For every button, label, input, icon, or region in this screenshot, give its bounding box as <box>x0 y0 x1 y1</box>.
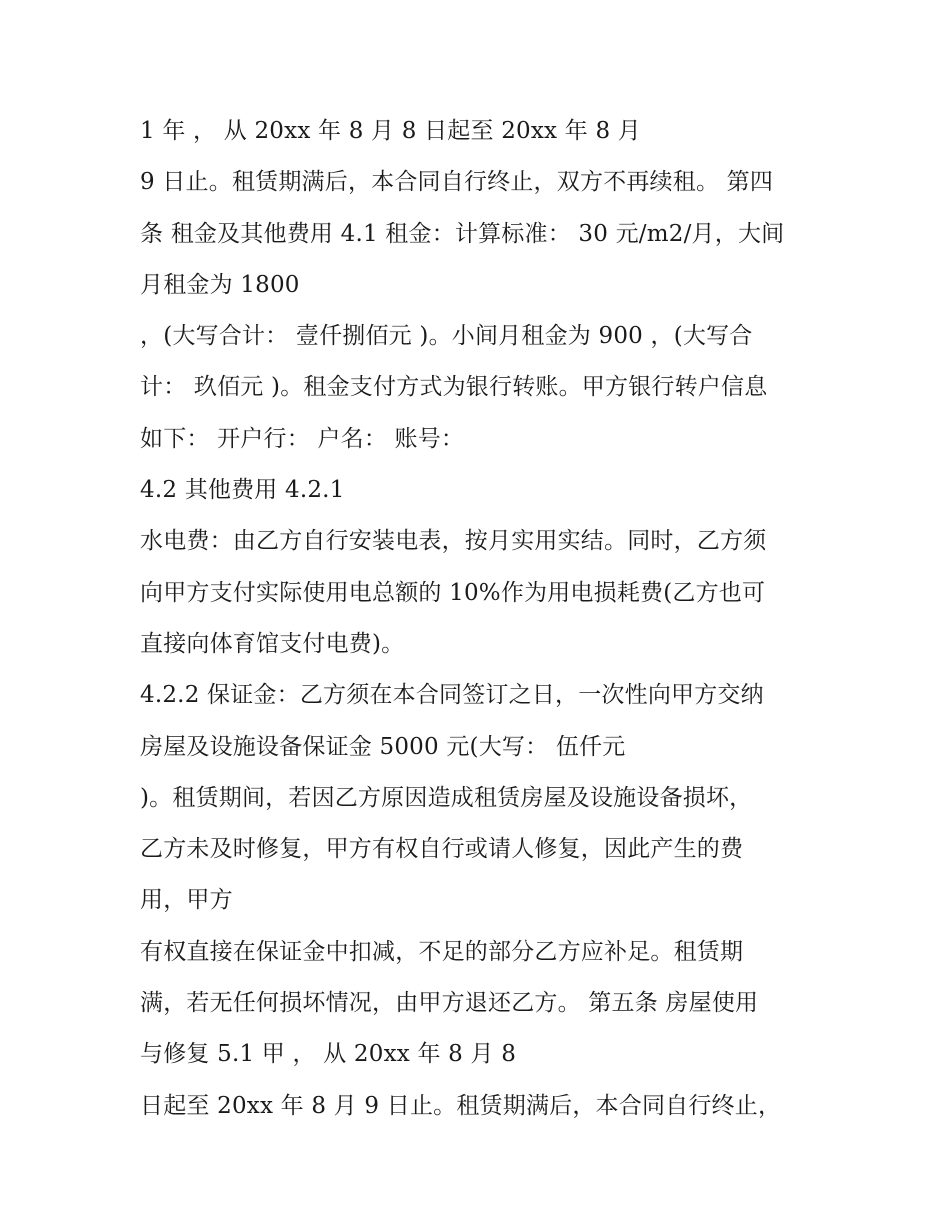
text-line: 9 日止。租赁期满后，本合同自行终止，双方不再续租。 第四 <box>140 169 774 196</box>
text-line: 月租金为 1800 <box>140 271 300 298</box>
text-line: 条 租金及其他费用 4.1 租金：计算标准： 30 元/m2/月，大间 <box>140 220 785 247</box>
text-line: 计： 玖佰元 )。租金支付方式为银行转账。甲方银行转户信息 <box>140 374 768 401</box>
text-line: 直接向体育馆支付电费)。 <box>140 630 405 657</box>
text-line: 4.2 其他费用 4.2.1 <box>140 477 345 504</box>
text-line: )。租赁期间，若因乙方原因造成租赁房屋及设施设备损坏， <box>140 784 753 811</box>
text-line: ，(大写合计： 壹仟捌佰元 )。小间月租金为 900 ，(大写合 <box>140 323 753 350</box>
text-line: 有权直接在保证金中扣减，不足的部分乙方应补足。租赁期 <box>140 938 744 965</box>
text-line: 与修复 5.1 甲 ， 从 20xx 年 8 月 8 <box>140 1041 517 1068</box>
text-line: 1 年 ， 从 20xx 年 8 月 8 日起至 20xx 年 8 月 <box>140 118 641 144</box>
contract-text <box>140 106 840 1132</box>
text-line: 水电费：由乙方自行安装电表，按月实用实结。同时，乙方须 <box>140 528 767 555</box>
text-line: 如下： 开户行： 户名： 账号： <box>140 425 465 452</box>
text-line: 向甲方支付实际使用电总额的 10%作为用电损耗费(乙方也可 <box>140 579 766 606</box>
text-line: 乙方未及时修复，甲方有权自行或请人修复，因此产生的费 <box>140 836 744 863</box>
text-line: 用，甲方 <box>140 887 233 914</box>
text-line: 4.2.2 保证金：乙方须在本合同签订之日，一次性向甲方交纳 <box>140 682 764 709</box>
text-line: 房屋及设施设备保证金 5000 元(大写： 伍仟元 <box>140 733 626 760</box>
text-line: 日起至 20xx 年 8 月 9 日止。租赁期满后，本合同自行终止， <box>140 1092 782 1119</box>
text-line: 满，若无任何损坏情况，由甲方退还乙方。 第五条 房屋使用 <box>140 990 759 1017</box>
